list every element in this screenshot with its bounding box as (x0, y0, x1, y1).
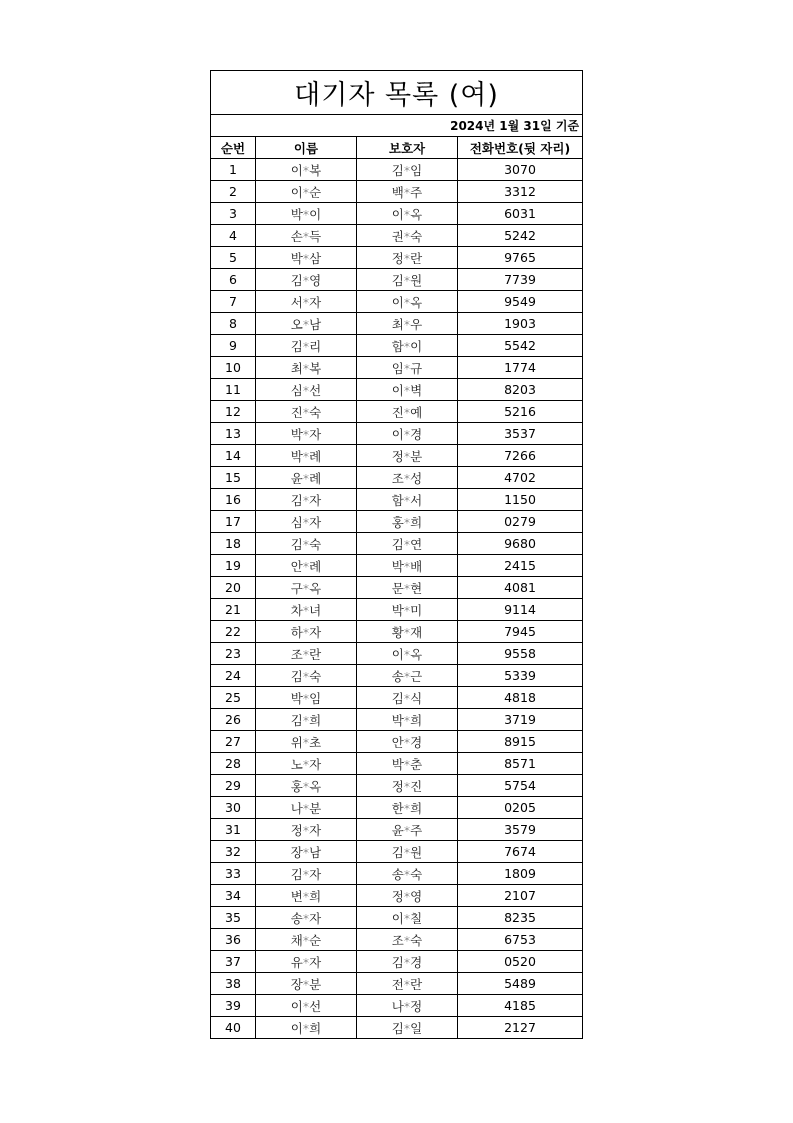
cell-phone: 0520 (458, 951, 583, 973)
cell-no: 2 (211, 181, 256, 203)
cell-phone: 0205 (458, 797, 583, 819)
cell-name: 박*자 (256, 423, 357, 445)
as-of-date: 2024년 1월 31일 기준 (211, 115, 583, 137)
cell-name: 진*숙 (256, 401, 357, 423)
cell-phone: 5339 (458, 665, 583, 687)
cell-guardian: 박*희 (357, 709, 458, 731)
cell-guardian: 김*식 (357, 687, 458, 709)
cell-no: 25 (211, 687, 256, 709)
cell-name: 박*삼 (256, 247, 357, 269)
cell-phone: 9549 (458, 291, 583, 313)
cell-no: 19 (211, 555, 256, 577)
cell-phone: 6753 (458, 929, 583, 951)
table-row (211, 973, 583, 995)
cell-no: 30 (211, 797, 256, 819)
cell-guardian: 조*성 (357, 467, 458, 489)
cell-phone: 2127 (458, 1017, 583, 1039)
table-row (211, 159, 583, 181)
cell-guardian: 조*숙 (357, 929, 458, 951)
cell-name: 박*임 (256, 687, 357, 709)
cell-phone: 5216 (458, 401, 583, 423)
cell-guardian: 송*숙 (357, 863, 458, 885)
cell-name: 노*자 (256, 753, 357, 775)
table-row (211, 929, 583, 951)
cell-phone: 4185 (458, 995, 583, 1017)
column-header-phone: 전화번호(뒷 자리) (458, 137, 583, 159)
cell-name: 박*이 (256, 203, 357, 225)
cell-no: 4 (211, 225, 256, 247)
cell-phone: 1903 (458, 313, 583, 335)
table-row (211, 951, 583, 973)
cell-name: 오*남 (256, 313, 357, 335)
cell-guardian: 한*희 (357, 797, 458, 819)
cell-name: 김*자 (256, 863, 357, 885)
cell-name: 서*자 (256, 291, 357, 313)
cell-no: 20 (211, 577, 256, 599)
table-row (211, 489, 583, 511)
cell-no: 11 (211, 379, 256, 401)
cell-name: 이*선 (256, 995, 357, 1017)
header-row (211, 137, 583, 159)
cell-name: 정*자 (256, 819, 357, 841)
cell-no: 18 (211, 533, 256, 555)
cell-phone: 4702 (458, 467, 583, 489)
table-row (211, 841, 583, 863)
cell-guardian: 정*란 (357, 247, 458, 269)
cell-phone: 9114 (458, 599, 583, 621)
cell-guardian: 김*임 (357, 159, 458, 181)
table-row (211, 313, 583, 335)
cell-no: 31 (211, 819, 256, 841)
cell-guardian: 황*재 (357, 621, 458, 643)
cell-no: 15 (211, 467, 256, 489)
cell-guardian: 김*경 (357, 951, 458, 973)
cell-phone: 7266 (458, 445, 583, 467)
cell-no: 32 (211, 841, 256, 863)
cell-name: 홍*옥 (256, 775, 357, 797)
table-row (211, 709, 583, 731)
cell-no: 8 (211, 313, 256, 335)
cell-guardian: 박*미 (357, 599, 458, 621)
cell-phone: 8915 (458, 731, 583, 753)
table-row (211, 687, 583, 709)
cell-phone: 1774 (458, 357, 583, 379)
cell-name: 박*례 (256, 445, 357, 467)
cell-no: 36 (211, 929, 256, 951)
cell-guardian: 윤*주 (357, 819, 458, 841)
cell-phone: 3070 (458, 159, 583, 181)
cell-phone: 8571 (458, 753, 583, 775)
cell-guardian: 이*칠 (357, 907, 458, 929)
cell-phone: 5542 (458, 335, 583, 357)
cell-guardian: 이*벽 (357, 379, 458, 401)
cell-phone: 3579 (458, 819, 583, 841)
cell-phone: 1150 (458, 489, 583, 511)
table-row (211, 247, 583, 269)
table-row (211, 269, 583, 291)
cell-phone: 4818 (458, 687, 583, 709)
table-row (211, 621, 583, 643)
cell-guardian: 전*란 (357, 973, 458, 995)
cell-name: 심*선 (256, 379, 357, 401)
cell-name: 차*녀 (256, 599, 357, 621)
cell-phone: 3312 (458, 181, 583, 203)
table-row (211, 731, 583, 753)
cell-guardian: 이*경 (357, 423, 458, 445)
cell-guardian: 백*주 (357, 181, 458, 203)
column-header-guardian: 보호자 (357, 137, 458, 159)
table-row (211, 665, 583, 687)
cell-guardian: 정*분 (357, 445, 458, 467)
table-row (211, 907, 583, 929)
cell-guardian: 김*연 (357, 533, 458, 555)
cell-phone: 4081 (458, 577, 583, 599)
cell-name: 김*자 (256, 489, 357, 511)
cell-no: 3 (211, 203, 256, 225)
cell-name: 변*희 (256, 885, 357, 907)
cell-no: 28 (211, 753, 256, 775)
cell-phone: 3719 (458, 709, 583, 731)
cell-no: 23 (211, 643, 256, 665)
cell-name: 장*남 (256, 841, 357, 863)
cell-phone: 8203 (458, 379, 583, 401)
cell-name: 최*복 (256, 357, 357, 379)
cell-phone: 2107 (458, 885, 583, 907)
cell-name: 김*숙 (256, 665, 357, 687)
cell-guardian: 이*옥 (357, 643, 458, 665)
cell-no: 27 (211, 731, 256, 753)
cell-name: 조*란 (256, 643, 357, 665)
table-row (211, 181, 583, 203)
table-row (211, 819, 583, 841)
cell-no: 24 (211, 665, 256, 687)
cell-guardian: 정*진 (357, 775, 458, 797)
cell-phone: 8235 (458, 907, 583, 929)
cell-no: 38 (211, 973, 256, 995)
waitlist-table (210, 70, 583, 1039)
cell-no: 10 (211, 357, 256, 379)
cell-name: 송*자 (256, 907, 357, 929)
cell-no: 7 (211, 291, 256, 313)
cell-no: 34 (211, 885, 256, 907)
cell-no: 5 (211, 247, 256, 269)
table-body (211, 159, 583, 1039)
cell-name: 이*희 (256, 1017, 357, 1039)
cell-guardian: 김*원 (357, 269, 458, 291)
cell-phone: 5242 (458, 225, 583, 247)
cell-guardian: 박*배 (357, 555, 458, 577)
table-row (211, 753, 583, 775)
cell-no: 9 (211, 335, 256, 357)
table-row (211, 599, 583, 621)
cell-no: 1 (211, 159, 256, 181)
table-row (211, 379, 583, 401)
cell-no: 37 (211, 951, 256, 973)
table-row (211, 643, 583, 665)
cell-name: 김*숙 (256, 533, 357, 555)
cell-name: 이*복 (256, 159, 357, 181)
table-row (211, 203, 583, 225)
cell-guardian: 나*정 (357, 995, 458, 1017)
table-row (211, 885, 583, 907)
cell-guardian: 최*우 (357, 313, 458, 335)
cell-guardian: 권*숙 (357, 225, 458, 247)
cell-phone: 6031 (458, 203, 583, 225)
cell-name: 구*옥 (256, 577, 357, 599)
cell-phone: 1809 (458, 863, 583, 885)
table-row (211, 995, 583, 1017)
cell-name: 윤*례 (256, 467, 357, 489)
table-row (211, 863, 583, 885)
table-row (211, 533, 583, 555)
cell-guardian: 이*옥 (357, 203, 458, 225)
table-row (211, 291, 583, 313)
cell-phone: 7945 (458, 621, 583, 643)
cell-no: 17 (211, 511, 256, 533)
cell-name: 심*자 (256, 511, 357, 533)
table-row (211, 511, 583, 533)
cell-no: 29 (211, 775, 256, 797)
cell-guardian: 함*이 (357, 335, 458, 357)
table-row (211, 445, 583, 467)
cell-no: 40 (211, 1017, 256, 1039)
cell-guardian: 함*서 (357, 489, 458, 511)
cell-no: 22 (211, 621, 256, 643)
cell-name: 하*자 (256, 621, 357, 643)
cell-guardian: 홍*희 (357, 511, 458, 533)
cell-phone: 7674 (458, 841, 583, 863)
cell-no: 35 (211, 907, 256, 929)
waitlist-sheet (210, 70, 582, 1039)
table-row (211, 401, 583, 423)
cell-no: 21 (211, 599, 256, 621)
cell-guardian: 진*예 (357, 401, 458, 423)
cell-guardian: 안*경 (357, 731, 458, 753)
table-row (211, 555, 583, 577)
table-row (211, 775, 583, 797)
cell-phone: 9765 (458, 247, 583, 269)
table-row (211, 335, 583, 357)
cell-no: 26 (211, 709, 256, 731)
cell-name: 나*분 (256, 797, 357, 819)
cell-phone: 5489 (458, 973, 583, 995)
cell-guardian: 문*현 (357, 577, 458, 599)
cell-phone: 9680 (458, 533, 583, 555)
cell-no: 33 (211, 863, 256, 885)
cell-guardian: 김*일 (357, 1017, 458, 1039)
cell-guardian: 정*영 (357, 885, 458, 907)
cell-no: 39 (211, 995, 256, 1017)
cell-no: 14 (211, 445, 256, 467)
cell-phone: 7739 (458, 269, 583, 291)
table-row (211, 357, 583, 379)
cell-phone: 9558 (458, 643, 583, 665)
cell-name: 위*초 (256, 731, 357, 753)
cell-name: 유*자 (256, 951, 357, 973)
cell-name: 김*리 (256, 335, 357, 357)
cell-guardian: 송*근 (357, 665, 458, 687)
cell-name: 장*분 (256, 973, 357, 995)
cell-phone: 2415 (458, 555, 583, 577)
column-header-name: 이름 (256, 137, 357, 159)
page-title: 대기자 목록 (여) (211, 71, 583, 115)
table-row (211, 467, 583, 489)
cell-no: 16 (211, 489, 256, 511)
table-row (211, 797, 583, 819)
cell-phone: 5754 (458, 775, 583, 797)
table-row (211, 423, 583, 445)
cell-name: 안*례 (256, 555, 357, 577)
column-header-no: 순번 (211, 137, 256, 159)
cell-no: 12 (211, 401, 256, 423)
table-row (211, 1017, 583, 1039)
cell-guardian: 임*규 (357, 357, 458, 379)
cell-phone: 3537 (458, 423, 583, 445)
cell-name: 손*득 (256, 225, 357, 247)
cell-name: 이*순 (256, 181, 357, 203)
table-row (211, 577, 583, 599)
cell-name: 김*희 (256, 709, 357, 731)
cell-phone: 0279 (458, 511, 583, 533)
cell-guardian: 박*춘 (357, 753, 458, 775)
cell-name: 김*영 (256, 269, 357, 291)
cell-guardian: 이*옥 (357, 291, 458, 313)
cell-name: 채*순 (256, 929, 357, 951)
cell-no: 13 (211, 423, 256, 445)
table-row (211, 225, 583, 247)
cell-guardian: 김*원 (357, 841, 458, 863)
cell-no: 6 (211, 269, 256, 291)
